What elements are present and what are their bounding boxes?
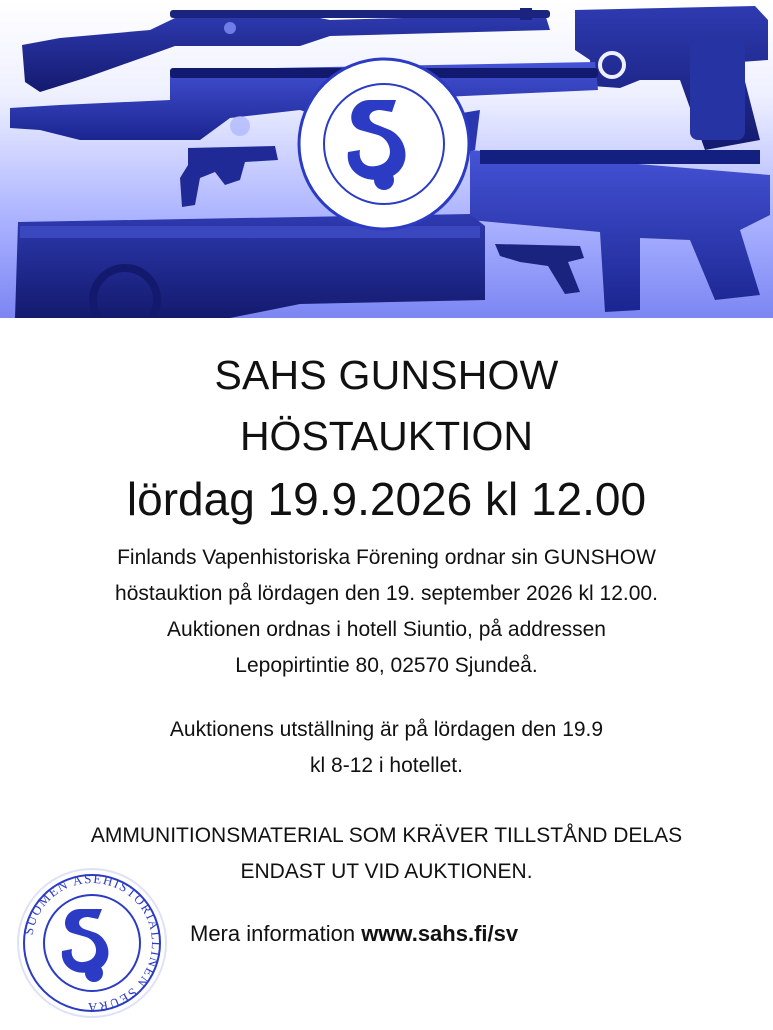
exhibition-line: Auktionens utställning är på lördagen den 19.9 [169,718,604,741]
notice-line: AMMUNITIONSMATERIAL SOM KRÄVER TILLSTÅND DELAS [90,824,683,847]
mauser-pistol-icon [180,146,278,207]
event-description [0,540,773,684]
luger-pistol-icon [495,244,584,294]
society-seal-logo [299,59,469,229]
header-banner [0,0,773,318]
footer-seal-text: SUOMEN ASEHISTORIALLINEN SEURA [20,870,165,1016]
title-line-1: SAHS GUNSHOW [214,352,559,398]
address-line: Lepopirtintie 80, 02570 Sjundeå. [235,654,538,677]
exhibition-info [0,712,773,784]
pistol-icon [575,6,768,150]
title-date-line: lördag 19.9.2026 kl 12.00 [126,473,647,525]
website-link[interactable]: www.sahs.fi/sv [361,921,519,946]
title-line-2: HÖSTAUKTION [239,413,534,459]
notice-line: ENDAST UT VID AUKTIONEN. [240,860,533,883]
more-info [190,921,518,947]
footer-seal-logo [16,867,168,1019]
exhibition-line: kl 8-12 i hotellet. [310,754,463,777]
large-pistol-icon [15,214,485,318]
description-line: höstauktion på lördagen den 19. september 2026 kl 12.00. [115,582,658,605]
description-line: Finlands Vapenhistoriska Förening ordnar sin GUNSHOW [117,546,656,569]
more-info-label: Mera information [190,921,362,946]
weapons-collage-image [0,0,773,318]
description-line: Auktionen ordnas i hotell Siuntio, på addressen [167,618,606,641]
